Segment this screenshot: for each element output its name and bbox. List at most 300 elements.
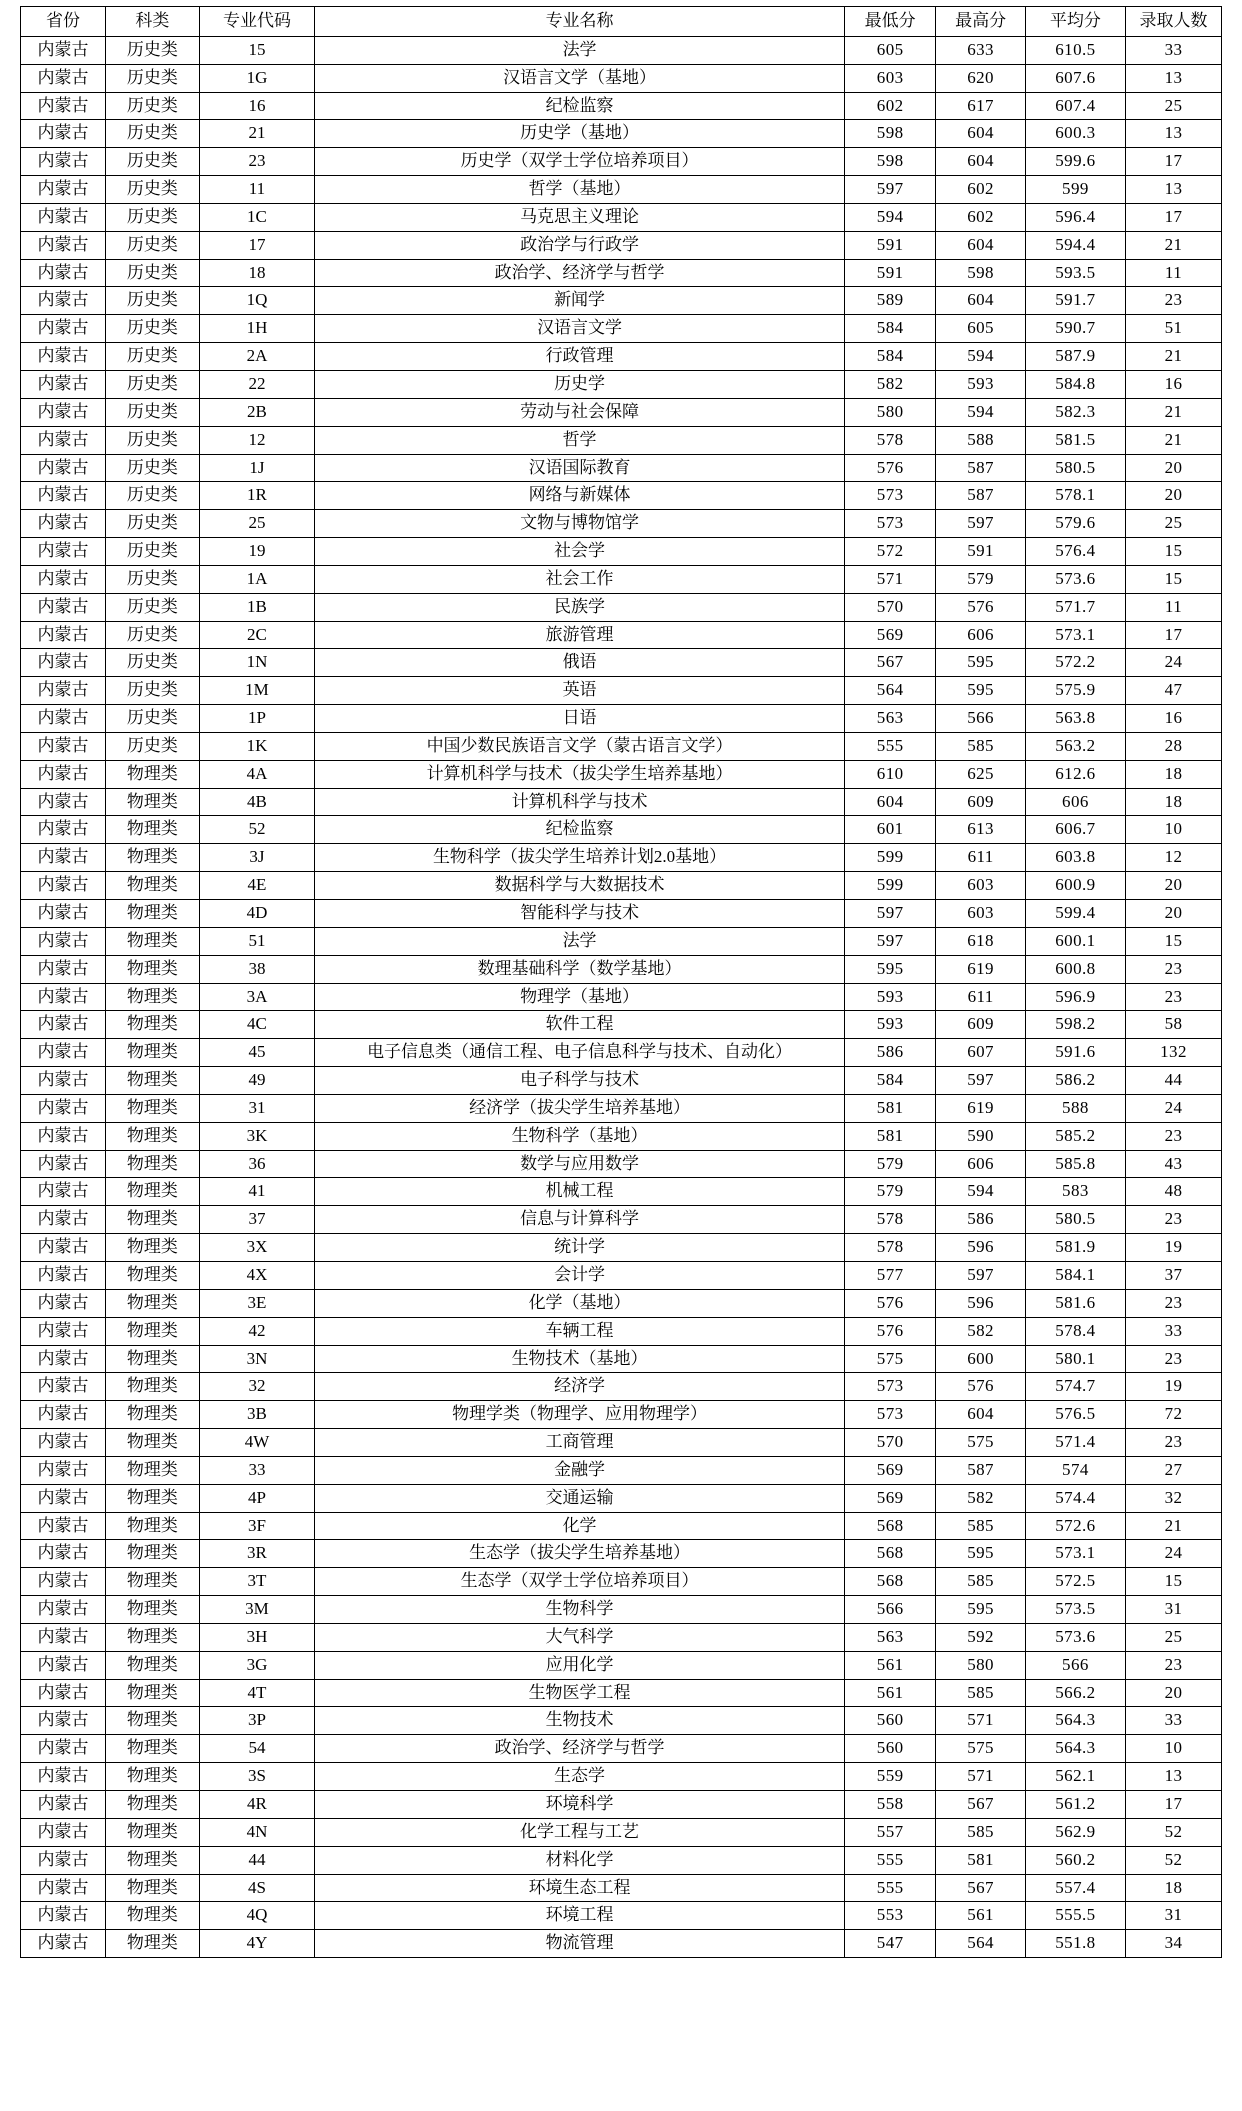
- table-row: [21, 1791, 1222, 1819]
- cell-major-name: 电子科学与技术: [315, 1067, 845, 1095]
- cell-major-name: 环境工程: [315, 1902, 845, 1930]
- cell-admitted-count: 52: [1126, 1846, 1222, 1874]
- cell-admitted-count: 37: [1126, 1261, 1222, 1289]
- cell-min-score: 597: [844, 176, 936, 204]
- cell-admitted-count: 23: [1126, 1289, 1222, 1317]
- cell-province: 内蒙古: [21, 677, 106, 705]
- cell-avg-score: 574.4: [1025, 1484, 1125, 1512]
- cell-admitted-count: 72: [1126, 1401, 1222, 1429]
- table-row: [21, 398, 1222, 426]
- cell-min-score: 561: [844, 1651, 936, 1679]
- cell-min-score: 555: [844, 1846, 936, 1874]
- cell-max-score: 595: [936, 1596, 1025, 1624]
- table-row: [21, 816, 1222, 844]
- cell-max-score: 575: [936, 1735, 1025, 1763]
- cell-admitted-count: 21: [1126, 1512, 1222, 1540]
- cell-major-name: 哲学（基地）: [315, 176, 845, 204]
- table-row: [21, 1150, 1222, 1178]
- cell-category: 历史类: [106, 621, 200, 649]
- cell-min-score: 601: [844, 816, 936, 844]
- cell-min-score: 569: [844, 1456, 936, 1484]
- table-row: [21, 900, 1222, 928]
- cell-major-code: 4E: [199, 872, 315, 900]
- cell-admitted-count: 31: [1126, 1596, 1222, 1624]
- cell-avg-score: 581.9: [1025, 1234, 1125, 1262]
- cell-category: 物理类: [106, 1540, 200, 1568]
- table-row: [21, 343, 1222, 371]
- cell-min-score: 557: [844, 1818, 936, 1846]
- cell-category: 历史类: [106, 343, 200, 371]
- cell-category: 历史类: [106, 732, 200, 760]
- cell-admitted-count: 17: [1126, 1791, 1222, 1819]
- table-row: [21, 1763, 1222, 1791]
- cell-admitted-count: 13: [1126, 1763, 1222, 1791]
- cell-max-score: 604: [936, 120, 1025, 148]
- cell-avg-score: 562.1: [1025, 1763, 1125, 1791]
- cell-major-name: 物理学（基地）: [315, 983, 845, 1011]
- cell-major-code: 22: [199, 370, 315, 398]
- cell-max-score: 594: [936, 343, 1025, 371]
- cell-major-name: 生物科学: [315, 1596, 845, 1624]
- cell-min-score: 558: [844, 1791, 936, 1819]
- cell-avg-score: 573.1: [1025, 1540, 1125, 1568]
- cell-admitted-count: 33: [1126, 1707, 1222, 1735]
- cell-avg-score: 572.5: [1025, 1568, 1125, 1596]
- cell-max-score: 605: [936, 315, 1025, 343]
- cell-avg-score: 566: [1025, 1651, 1125, 1679]
- table-row: [21, 983, 1222, 1011]
- cell-category: 历史类: [106, 370, 200, 398]
- cell-major-name: 哲学: [315, 426, 845, 454]
- cell-province: 内蒙古: [21, 64, 106, 92]
- cell-major-code: 17: [199, 231, 315, 259]
- cell-major-code: 1A: [199, 565, 315, 593]
- cell-admitted-count: 23: [1126, 1206, 1222, 1234]
- cell-province: 内蒙古: [21, 732, 106, 760]
- cell-avg-score: 562.9: [1025, 1818, 1125, 1846]
- cell-min-score: 593: [844, 983, 936, 1011]
- cell-province: 内蒙古: [21, 538, 106, 566]
- cell-avg-score: 586.2: [1025, 1067, 1125, 1095]
- cell-major-code: 21: [199, 120, 315, 148]
- cell-major-name: 生物技术: [315, 1707, 845, 1735]
- cell-avg-score: 596.4: [1025, 203, 1125, 231]
- cell-major-name: 文物与博物馆学: [315, 510, 845, 538]
- cell-max-score: 600: [936, 1345, 1025, 1373]
- cell-admitted-count: 34: [1126, 1930, 1222, 1958]
- cell-province: 内蒙古: [21, 287, 106, 315]
- cell-avg-score: 563.2: [1025, 732, 1125, 760]
- cell-major-code: 1B: [199, 593, 315, 621]
- table-row: [21, 1261, 1222, 1289]
- cell-major-name: 中国少数民族语言文学（蒙古语言文学）: [315, 732, 845, 760]
- table-row: [21, 1317, 1222, 1345]
- table-row: [21, 1206, 1222, 1234]
- table-row: [21, 565, 1222, 593]
- cell-min-score: 569: [844, 621, 936, 649]
- cell-category: 物理类: [106, 1568, 200, 1596]
- table-row: [21, 203, 1222, 231]
- table-row: [21, 1818, 1222, 1846]
- table-row: [21, 1679, 1222, 1707]
- cell-major-name: 信息与计算科学: [315, 1206, 845, 1234]
- cell-province: 内蒙古: [21, 1456, 106, 1484]
- column-header-max-score: 最高分: [936, 7, 1025, 37]
- cell-admitted-count: 16: [1126, 705, 1222, 733]
- cell-avg-score: 573.5: [1025, 1596, 1125, 1624]
- cell-major-code: 18: [199, 259, 315, 287]
- cell-max-score: 590: [936, 1122, 1025, 1150]
- cell-min-score: 577: [844, 1261, 936, 1289]
- cell-max-score: 585: [936, 1568, 1025, 1596]
- cell-avg-score: 564.3: [1025, 1707, 1125, 1735]
- cell-major-name: 社会学: [315, 538, 845, 566]
- cell-major-code: 3B: [199, 1401, 315, 1429]
- cell-max-score: 594: [936, 398, 1025, 426]
- cell-avg-score: 593.5: [1025, 259, 1125, 287]
- cell-admitted-count: 20: [1126, 900, 1222, 928]
- cell-category: 历史类: [106, 677, 200, 705]
- cell-max-score: 571: [936, 1763, 1025, 1791]
- cell-admitted-count: 18: [1126, 760, 1222, 788]
- cell-province: 内蒙古: [21, 1234, 106, 1262]
- cell-province: 内蒙古: [21, 148, 106, 176]
- cell-major-name: 汉语言文学: [315, 315, 845, 343]
- table-row: [21, 92, 1222, 120]
- table-row: [21, 872, 1222, 900]
- cell-min-score: 560: [844, 1707, 936, 1735]
- cell-major-code: 3F: [199, 1512, 315, 1540]
- cell-category: 物理类: [106, 1735, 200, 1763]
- table-row: [21, 64, 1222, 92]
- cell-min-score: 594: [844, 203, 936, 231]
- cell-max-score: 594: [936, 1178, 1025, 1206]
- cell-major-code: 52: [199, 816, 315, 844]
- cell-admitted-count: 20: [1126, 482, 1222, 510]
- cell-min-score: 599: [844, 872, 936, 900]
- cell-major-name: 俄语: [315, 649, 845, 677]
- cell-category: 物理类: [106, 1094, 200, 1122]
- cell-major-name: 历史学（双学士学位培养项目）: [315, 148, 845, 176]
- cell-province: 内蒙古: [21, 1067, 106, 1095]
- cell-min-score: 576: [844, 454, 936, 482]
- cell-major-name: 新闻学: [315, 287, 845, 315]
- cell-avg-score: 574.7: [1025, 1373, 1125, 1401]
- cell-province: 内蒙古: [21, 231, 106, 259]
- cell-major-name: 劳动与社会保障: [315, 398, 845, 426]
- cell-max-score: 587: [936, 482, 1025, 510]
- cell-province: 内蒙古: [21, 1540, 106, 1568]
- table-row: [21, 1484, 1222, 1512]
- cell-admitted-count: 19: [1126, 1234, 1222, 1262]
- cell-max-score: 603: [936, 900, 1025, 928]
- cell-min-score: 566: [844, 1596, 936, 1624]
- cell-avg-score: 584.1: [1025, 1261, 1125, 1289]
- cell-province: 内蒙古: [21, 927, 106, 955]
- cell-min-score: 599: [844, 844, 936, 872]
- cell-major-name: 数理基础科学（数学基地）: [315, 955, 845, 983]
- cell-major-code: 33: [199, 1456, 315, 1484]
- cell-major-code: 3E: [199, 1289, 315, 1317]
- cell-major-name: 金融学: [315, 1456, 845, 1484]
- cell-category: 历史类: [106, 398, 200, 426]
- cell-major-code: 1K: [199, 732, 315, 760]
- cell-max-score: 609: [936, 788, 1025, 816]
- cell-major-code: 3H: [199, 1623, 315, 1651]
- cell-major-code: 41: [199, 1178, 315, 1206]
- cell-province: 内蒙古: [21, 1818, 106, 1846]
- cell-major-code: 3R: [199, 1540, 315, 1568]
- table-row: [21, 1846, 1222, 1874]
- cell-category: 物理类: [106, 1902, 200, 1930]
- table-row: [21, 1512, 1222, 1540]
- cell-major-name: 电子信息类（通信工程、电子信息科学与技术、自动化）: [315, 1039, 845, 1067]
- cell-major-code: 12: [199, 426, 315, 454]
- cell-min-score: 555: [844, 732, 936, 760]
- cell-admitted-count: 13: [1126, 120, 1222, 148]
- cell-admitted-count: 15: [1126, 927, 1222, 955]
- cell-major-name: 物理学类（物理学、应用物理学）: [315, 1401, 845, 1429]
- table-row: [21, 1122, 1222, 1150]
- table-row: [21, 259, 1222, 287]
- cell-max-score: 595: [936, 1540, 1025, 1568]
- cell-max-score: 609: [936, 1011, 1025, 1039]
- table-row: [21, 148, 1222, 176]
- cell-province: 内蒙古: [21, 343, 106, 371]
- cell-major-name: 经济学（拔尖学生培养基地）: [315, 1094, 845, 1122]
- table-row: [21, 176, 1222, 204]
- cell-major-name: 生物医学工程: [315, 1679, 845, 1707]
- cell-admitted-count: 51: [1126, 315, 1222, 343]
- cell-min-score: 564: [844, 677, 936, 705]
- cell-category: 物理类: [106, 844, 200, 872]
- cell-avg-score: 571.7: [1025, 593, 1125, 621]
- cell-avg-score: 576.4: [1025, 538, 1125, 566]
- table-row: [21, 1456, 1222, 1484]
- cell-category: 历史类: [106, 565, 200, 593]
- cell-avg-score: 587.9: [1025, 343, 1125, 371]
- cell-min-score: 598: [844, 148, 936, 176]
- cell-province: 内蒙古: [21, 1289, 106, 1317]
- cell-avg-score: 571.4: [1025, 1429, 1125, 1457]
- cell-province: 内蒙古: [21, 1707, 106, 1735]
- cell-province: 内蒙古: [21, 1178, 106, 1206]
- cell-admitted-count: 47: [1126, 677, 1222, 705]
- cell-province: 内蒙古: [21, 1512, 106, 1540]
- cell-admitted-count: 21: [1126, 343, 1222, 371]
- cell-max-score: 611: [936, 983, 1025, 1011]
- cell-admitted-count: 19: [1126, 1373, 1222, 1401]
- cell-min-score: 571: [844, 565, 936, 593]
- cell-avg-score: 600.1: [1025, 927, 1125, 955]
- cell-admitted-count: 28: [1126, 732, 1222, 760]
- cell-max-score: 611: [936, 844, 1025, 872]
- cell-major-name: 法学: [315, 36, 845, 64]
- cell-max-score: 561: [936, 1902, 1025, 1930]
- cell-admitted-count: 23: [1126, 983, 1222, 1011]
- cell-min-score: 581: [844, 1122, 936, 1150]
- cell-min-score: 584: [844, 1067, 936, 1095]
- cell-province: 内蒙古: [21, 259, 106, 287]
- cell-max-score: 618: [936, 927, 1025, 955]
- cell-category: 历史类: [106, 538, 200, 566]
- cell-major-name: 生态学（拔尖学生培养基地）: [315, 1540, 845, 1568]
- cell-admitted-count: 52: [1126, 1818, 1222, 1846]
- cell-province: 内蒙古: [21, 1791, 106, 1819]
- cell-major-code: 4Y: [199, 1930, 315, 1958]
- cell-major-name: 物流管理: [315, 1930, 845, 1958]
- cell-max-score: 576: [936, 1373, 1025, 1401]
- cell-major-name: 政治学与行政学: [315, 231, 845, 259]
- cell-min-score: 593: [844, 1011, 936, 1039]
- cell-major-code: 49: [199, 1067, 315, 1095]
- cell-province: 内蒙古: [21, 1429, 106, 1457]
- cell-avg-score: 600.8: [1025, 955, 1125, 983]
- cell-min-score: 572: [844, 538, 936, 566]
- cell-province: 内蒙古: [21, 36, 106, 64]
- table-header-row: [21, 7, 1222, 37]
- cell-min-score: 591: [844, 259, 936, 287]
- cell-major-name: 生物科学（基地）: [315, 1122, 845, 1150]
- cell-major-name: 生态学: [315, 1763, 845, 1791]
- cell-major-code: 44: [199, 1846, 315, 1874]
- table-row: [21, 426, 1222, 454]
- cell-category: 历史类: [106, 287, 200, 315]
- table-row: [21, 315, 1222, 343]
- cell-major-code: 51: [199, 927, 315, 955]
- cell-min-score: 589: [844, 287, 936, 315]
- cell-max-score: 597: [936, 1261, 1025, 1289]
- cell-category: 历史类: [106, 148, 200, 176]
- cell-admitted-count: 23: [1126, 1429, 1222, 1457]
- cell-major-name: 数学与应用数学: [315, 1150, 845, 1178]
- cell-province: 内蒙古: [21, 649, 106, 677]
- cell-min-score: 598: [844, 120, 936, 148]
- cell-admitted-count: 17: [1126, 148, 1222, 176]
- table-row: [21, 1401, 1222, 1429]
- cell-max-score: 586: [936, 1206, 1025, 1234]
- cell-max-score: 620: [936, 64, 1025, 92]
- cell-province: 内蒙古: [21, 1902, 106, 1930]
- cell-province: 内蒙古: [21, 1846, 106, 1874]
- cell-province: 内蒙古: [21, 1094, 106, 1122]
- cell-major-code: 38: [199, 955, 315, 983]
- cell-province: 内蒙古: [21, 1763, 106, 1791]
- cell-category: 物理类: [106, 872, 200, 900]
- cell-category: 历史类: [106, 705, 200, 733]
- cell-province: 内蒙古: [21, 426, 106, 454]
- cell-max-score: 593: [936, 370, 1025, 398]
- cell-major-code: 4Q: [199, 1902, 315, 1930]
- cell-min-score: 560: [844, 1735, 936, 1763]
- cell-min-score: 570: [844, 593, 936, 621]
- cell-avg-score: 607.6: [1025, 64, 1125, 92]
- admissions-table: [20, 6, 1222, 1958]
- cell-province: 内蒙古: [21, 510, 106, 538]
- cell-admitted-count: 58: [1126, 1011, 1222, 1039]
- table-row: [21, 844, 1222, 872]
- cell-province: 内蒙古: [21, 621, 106, 649]
- cell-category: 历史类: [106, 593, 200, 621]
- cell-major-name: 化学（基地）: [315, 1289, 845, 1317]
- cell-avg-score: 563.8: [1025, 705, 1125, 733]
- table-row: [21, 1540, 1222, 1568]
- cell-avg-score: 590.7: [1025, 315, 1125, 343]
- cell-min-score: 573: [844, 482, 936, 510]
- cell-major-name: 政治学、经济学与哲学: [315, 1735, 845, 1763]
- cell-category: 物理类: [106, 1178, 200, 1206]
- cell-max-score: 603: [936, 872, 1025, 900]
- cell-avg-score: 583: [1025, 1178, 1125, 1206]
- cell-major-name: 法学: [315, 927, 845, 955]
- cell-min-score: 568: [844, 1540, 936, 1568]
- cell-province: 内蒙古: [21, 203, 106, 231]
- cell-max-score: 595: [936, 677, 1025, 705]
- cell-min-score: 581: [844, 1094, 936, 1122]
- cell-min-score: 547: [844, 1930, 936, 1958]
- cell-max-score: 581: [936, 1846, 1025, 1874]
- cell-major-code: 3X: [199, 1234, 315, 1262]
- cell-category: 物理类: [106, 1122, 200, 1150]
- cell-max-score: 567: [936, 1874, 1025, 1902]
- cell-category: 物理类: [106, 1456, 200, 1484]
- cell-major-name: 计算机科学与技术: [315, 788, 845, 816]
- cell-min-score: 570: [844, 1429, 936, 1457]
- cell-admitted-count: 23: [1126, 1345, 1222, 1373]
- cell-major-code: 3A: [199, 983, 315, 1011]
- cell-major-name: 生物技术（基地）: [315, 1345, 845, 1373]
- cell-admitted-count: 24: [1126, 1094, 1222, 1122]
- cell-major-name: 马克思主义理论: [315, 203, 845, 231]
- cell-major-code: 2C: [199, 621, 315, 649]
- table-row: [21, 760, 1222, 788]
- table-row: [21, 1651, 1222, 1679]
- cell-major-code: 11: [199, 176, 315, 204]
- cell-max-score: 582: [936, 1484, 1025, 1512]
- cell-major-name: 机械工程: [315, 1178, 845, 1206]
- cell-province: 内蒙古: [21, 1122, 106, 1150]
- cell-province: 内蒙古: [21, 1039, 106, 1067]
- column-header-category: 科类: [106, 7, 200, 37]
- cell-min-score: 579: [844, 1150, 936, 1178]
- cell-avg-score: 612.6: [1025, 760, 1125, 788]
- cell-admitted-count: 11: [1126, 259, 1222, 287]
- cell-max-score: 564: [936, 1930, 1025, 1958]
- cell-max-score: 580: [936, 1651, 1025, 1679]
- cell-max-score: 613: [936, 816, 1025, 844]
- cell-province: 内蒙古: [21, 983, 106, 1011]
- cell-max-score: 585: [936, 1512, 1025, 1540]
- cell-max-score: 596: [936, 1289, 1025, 1317]
- table-row: [21, 1874, 1222, 1902]
- cell-max-score: 602: [936, 203, 1025, 231]
- cell-major-name: 社会工作: [315, 565, 845, 593]
- cell-province: 内蒙古: [21, 1596, 106, 1624]
- cell-major-code: 1M: [199, 677, 315, 705]
- cell-max-score: 602: [936, 176, 1025, 204]
- cell-avg-score: 580.5: [1025, 454, 1125, 482]
- cell-province: 内蒙古: [21, 176, 106, 204]
- cell-min-score: 602: [844, 92, 936, 120]
- column-header-min-score: 最低分: [844, 7, 936, 37]
- cell-major-code: 4X: [199, 1261, 315, 1289]
- cell-province: 内蒙古: [21, 1484, 106, 1512]
- cell-province: 内蒙古: [21, 120, 106, 148]
- cell-max-score: 595: [936, 649, 1025, 677]
- cell-major-name: 历史学（基地）: [315, 120, 845, 148]
- cell-avg-score: 578.4: [1025, 1317, 1125, 1345]
- cell-major-code: 3J: [199, 844, 315, 872]
